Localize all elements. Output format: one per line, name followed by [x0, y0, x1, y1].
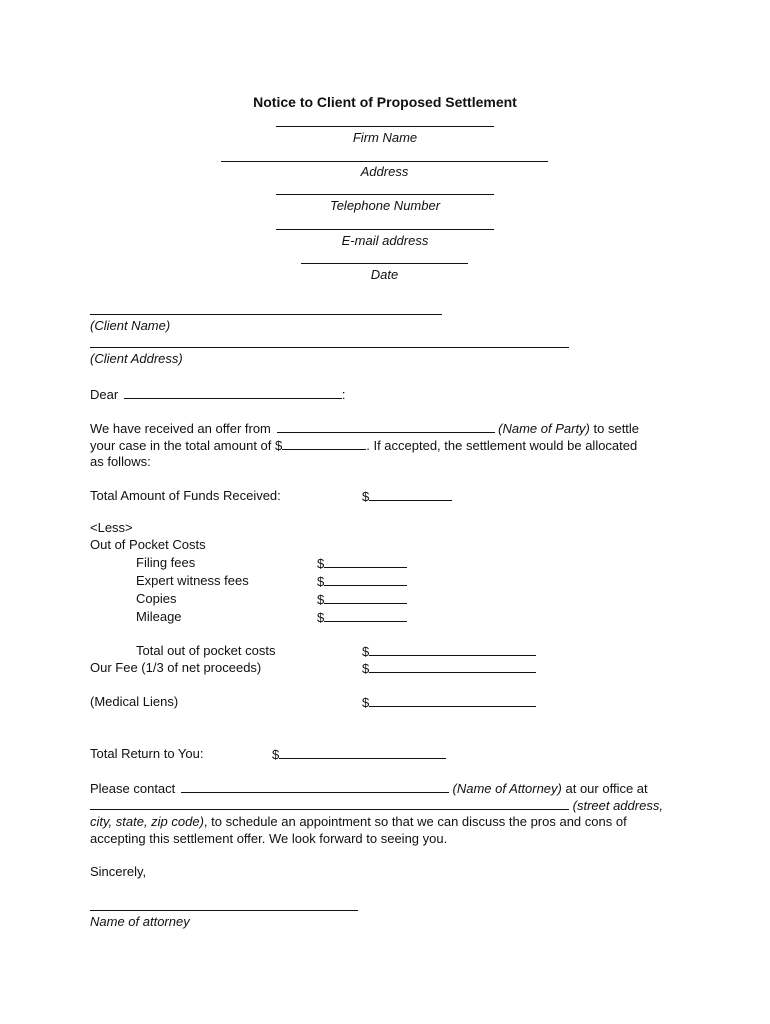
contact-schedule-text: , to schedule an appointment so that we can discuss the pros and cons of	[203, 814, 627, 829]
item-copies: Copies	[136, 591, 177, 606]
document-title: Notice to Client of Proposed Settlement	[253, 94, 517, 110]
filing-fees-field	[317, 555, 407, 571]
date-line[interactable]	[301, 263, 468, 264]
date-label: Date	[370, 267, 399, 282]
offer-amount-text: your case in the total amount of $	[90, 438, 283, 453]
contact-line-1	[90, 780, 648, 796]
total-received-blank[interactable]	[369, 488, 452, 501]
contact-text: Please contact	[90, 781, 176, 796]
offer-line-1	[90, 420, 639, 436]
our-fee-label: Our Fee (1/3 of net proceeds)	[90, 660, 262, 675]
street-address-blank[interactable]	[90, 797, 569, 810]
total-return-blank[interactable]	[279, 746, 446, 759]
dollar-sign: $	[362, 644, 370, 659]
dear-colon: :	[341, 387, 346, 402]
salutation-line	[90, 386, 345, 402]
attorney-label: (Name of Attorney)	[452, 781, 562, 796]
expert-witness-field	[317, 573, 407, 589]
firm-name-line[interactable]	[276, 126, 494, 127]
our-fee-field	[362, 660, 536, 676]
address-label: Address	[360, 164, 409, 179]
offer-amount-blank[interactable]	[282, 437, 366, 450]
address-line[interactable]	[221, 161, 548, 162]
copies-field	[317, 591, 407, 607]
party-blank[interactable]	[277, 420, 495, 433]
item-expert-witness: Expert witness fees	[136, 573, 249, 588]
signature-line[interactable]	[90, 910, 358, 911]
client-name-line[interactable]	[90, 314, 442, 315]
mileage-field	[317, 609, 407, 625]
attorney-blank[interactable]	[181, 780, 449, 793]
expert-witness-blank[interactable]	[324, 573, 407, 586]
telephone-label: Telephone Number	[329, 198, 441, 213]
total-return-field	[272, 746, 446, 762]
item-filing-fees: Filing fees	[136, 555, 196, 570]
contact-line-2	[90, 797, 663, 813]
copies-blank[interactable]	[324, 591, 407, 604]
dollar-sign: $	[317, 610, 325, 625]
email-line[interactable]	[276, 229, 494, 230]
our-fee-blank[interactable]	[369, 660, 536, 673]
dollar-sign: $	[362, 661, 370, 676]
party-label: (Name of Party)	[498, 421, 590, 436]
medical-liens-blank[interactable]	[369, 694, 536, 707]
attorney-name-label: Name of attorney	[90, 914, 190, 929]
less-label: <Less>	[90, 520, 133, 535]
total-received-field	[362, 488, 452, 504]
contact-line-4: accepting this settlement offer. We look forward to seeing you.	[90, 831, 448, 846]
medical-liens-field	[362, 694, 536, 710]
mileage-blank[interactable]	[324, 609, 407, 622]
dollar-sign: $	[317, 592, 325, 607]
recipient-blank[interactable]	[124, 386, 342, 399]
dollar-sign: $	[317, 574, 325, 589]
sincerely-text: Sincerely,	[90, 864, 147, 879]
dollar-sign: $	[272, 747, 280, 762]
total-out-of-pocket-blank[interactable]	[369, 643, 536, 656]
total-out-of-pocket-field	[362, 643, 536, 659]
client-address-label: (Client Address)	[90, 351, 183, 366]
total-received-label: Total Amount of Funds Received:	[90, 488, 281, 503]
contact-line-3	[90, 814, 627, 829]
offer-allocated-text: . If accepted, the settlement would be allocated	[366, 438, 638, 453]
offer-text: We have received an offer from	[90, 421, 271, 436]
dollar-sign: $	[317, 556, 325, 571]
offer-line-2	[90, 437, 637, 453]
email-label: E-mail address	[341, 233, 429, 248]
item-mileage: Mileage	[136, 609, 182, 624]
offer-text-end: to settle	[593, 421, 640, 436]
filing-fees-blank[interactable]	[324, 555, 407, 568]
offer-line-3: as follows:	[90, 454, 151, 469]
telephone-line[interactable]	[276, 194, 494, 195]
firm-name-label: Firm Name	[352, 130, 418, 145]
city-state-zip-label: city, state, zip code)	[90, 814, 204, 829]
contact-text-end: at our office at	[565, 781, 648, 796]
dollar-sign: $	[362, 489, 370, 504]
street-address-label: (street address,	[572, 798, 663, 813]
out-of-pocket-label: Out of Pocket Costs	[90, 537, 206, 552]
medical-liens-label: (Medical Liens)	[90, 694, 179, 709]
client-name-label: (Client Name)	[90, 318, 171, 333]
client-address-line[interactable]	[90, 347, 569, 348]
dear-text: Dear	[90, 387, 119, 402]
total-out-of-pocket-label: Total out of pocket costs	[136, 643, 276, 658]
total-return-label: Total Return to You:	[90, 746, 204, 761]
dollar-sign: $	[362, 695, 370, 710]
